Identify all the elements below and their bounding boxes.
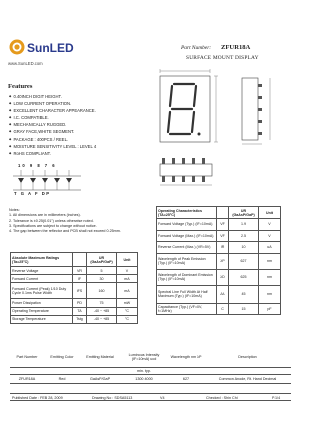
table-cell: °C	[117, 307, 138, 315]
sunled-logo	[8, 38, 74, 60]
table-row	[11, 267, 138, 275]
table-cell: TA	[73, 307, 87, 315]
notes-block	[9, 208, 139, 234]
part-number-label: Part Number:	[181, 45, 212, 51]
table-cell	[80, 367, 120, 374]
absolute-max-ratings-table	[10, 252, 138, 324]
table-header-row	[11, 253, 138, 267]
table-cell: min. typ.	[137, 368, 151, 373]
table-header-row	[157, 207, 281, 219]
table-cell: °C	[117, 315, 138, 323]
table-cell: pF	[259, 303, 281, 315]
table-cell: GaAsP/GaP	[89, 376, 111, 381]
features-list	[9, 93, 96, 157]
page-footer	[10, 393, 291, 401]
table-header-cell: Unit	[117, 253, 138, 267]
feature-item: ◆ GRAY FACE,WHITE SEGMENT.	[9, 128, 96, 135]
table-cell: V	[259, 230, 281, 242]
table-cell: 15	[229, 303, 259, 315]
table-cell: λP	[217, 253, 229, 269]
feature-item: ◆ 0.40INCH DIGIT HEIGHT.	[9, 93, 96, 100]
table-cell: VF	[217, 219, 229, 231]
feature-item: ◆ I.C. COMPATIBLE.	[9, 114, 96, 121]
table-row	[157, 242, 281, 254]
table-cell: 75	[87, 299, 117, 307]
table-cell: Forward Voltage (Max.) (IF=10mA)	[157, 230, 217, 242]
feature-item: ◆ RoHS COMPLIANT.	[9, 150, 96, 157]
table-cell: ZFUR18A	[18, 376, 36, 381]
table-cell: VR	[73, 267, 87, 275]
table-header-cell: Unit	[259, 207, 281, 219]
table-row	[11, 275, 138, 283]
table-cell: Δλ	[217, 285, 229, 303]
table-cell: 5	[87, 267, 117, 275]
pin-number-labels: 10 9 8 7 6	[18, 163, 57, 168]
package-front-view-drawing	[150, 68, 228, 150]
selection-guide-table	[10, 347, 291, 384]
table-cell: PD	[73, 299, 87, 307]
table-cell: 160	[87, 283, 117, 299]
table-cell: iFS	[73, 283, 87, 299]
table-row	[11, 307, 138, 315]
table-cell: 627	[229, 253, 259, 269]
table-cell: Storage Temperature	[11, 315, 73, 323]
table-cell: Operating Temperature	[11, 307, 73, 315]
table-header-cell: Wavelength nm λP	[170, 354, 202, 359]
feature-item: ◆ EXCELLENT CHARACTER APPEARANCE.	[9, 107, 96, 114]
table-cell	[168, 367, 204, 374]
table-cell: λD	[217, 269, 229, 285]
table-cell: nm	[259, 269, 281, 285]
table-header-cell: Emitting Material	[86, 354, 114, 359]
table-cell: IF	[73, 275, 87, 283]
operating-characteristics-table	[156, 206, 281, 315]
table-cell: 1300 4000	[135, 376, 153, 381]
table-cell: Common Anode, Rt. Hand Decimal	[218, 376, 277, 381]
table-cell: V	[117, 267, 138, 275]
table-cell: Power Dissipation	[11, 299, 73, 307]
table-header-cell	[73, 253, 87, 267]
table-header-cell: Emitting Color	[50, 354, 74, 359]
note-line: 3. Specifications are subject to change without notice.	[9, 223, 97, 228]
table-cell: V	[259, 219, 281, 231]
page-number: P.1/4	[272, 395, 281, 400]
table-cell: 2.5	[229, 230, 259, 242]
feature-item: ◆ MOISTURE SENSITIVITY LEVEL : LEVEL 4	[9, 143, 96, 150]
table-cell: mA	[117, 283, 138, 299]
table-cell: -40 ~ +85	[87, 315, 117, 323]
table-header-cell: Operating Characteristics (TA=25°C)	[157, 207, 217, 219]
table-cell	[44, 367, 80, 374]
logo-url: www.SunLED.com	[8, 61, 43, 66]
table-row	[157, 253, 281, 269]
feature-item: ◆ MECHANICALLY RUGGED.	[9, 121, 96, 128]
table-cell: 30	[87, 275, 117, 283]
table-row	[157, 269, 281, 285]
table-cell: Red	[58, 376, 66, 381]
feature-item: ◆ LOW CURRENT OPERATION.	[9, 100, 96, 107]
table-header-cell	[217, 207, 229, 219]
table-row	[157, 219, 281, 231]
table-cell: Reverse Current (Max.) (VR=5V)	[157, 242, 217, 254]
table-cell: 625	[229, 269, 259, 285]
table-row	[11, 283, 138, 299]
package-bottom-view-drawing	[150, 152, 230, 188]
table-cell: 627	[182, 376, 190, 381]
pin-connection-diagram	[10, 168, 84, 202]
table-header-cell: Absolute Maximum Ratings (Ta=25°C)	[11, 253, 73, 267]
note-line: 4. The gap between the reflector and PCB shall not exceed 0.25mm.	[9, 229, 121, 234]
table-cell: Forward Current (Peak) 1/10 Duty Cycle 0.1ms Pulse Width	[11, 283, 73, 299]
table-cell: mW	[117, 299, 138, 307]
table-cell: C	[217, 303, 229, 315]
version: V4	[160, 395, 165, 400]
features-title: Features	[8, 83, 33, 90]
table-cell: IR	[217, 242, 229, 254]
table-header-row	[10, 347, 291, 367]
feature-item: ◆ PACKAGE : 400PCS / REEL.	[9, 136, 96, 143]
table-row	[11, 299, 138, 307]
part-number: ZFUR18A	[221, 44, 251, 51]
notes-title: Notes:	[9, 208, 20, 212]
table-cell: Reverse Voltage	[11, 267, 73, 275]
table-row	[157, 303, 281, 315]
note-line: 2. Tolerance is ±0.25(0.01") unless otherwise noted.	[9, 218, 94, 223]
table-row	[11, 315, 138, 323]
table-cell: Capacitance (Typ.) (VF=0V, f=1MHz)	[157, 303, 217, 315]
table-row	[157, 230, 281, 242]
table-header-cell: Description	[238, 354, 257, 359]
table-cell: Wavelength of Peak Emission (Typ.) (IF=10mA)	[157, 253, 217, 269]
package-side-view-drawing	[234, 74, 284, 150]
table-row	[10, 374, 291, 383]
table-cell	[204, 367, 291, 374]
pin-letter-labels: T G A F DP	[14, 191, 51, 196]
table-cell: Forward Current	[11, 275, 73, 283]
table-cell: -40 ~ +85	[87, 307, 117, 315]
checked-by: Checked : Shin Chi	[206, 395, 238, 400]
table-cell: mA	[117, 275, 138, 283]
table-cell: 1.9	[229, 219, 259, 231]
logo-text: SunLED	[27, 41, 74, 55]
table-cell	[10, 367, 44, 374]
table-cell: Tstg	[73, 315, 87, 323]
table-cell: 45	[229, 285, 259, 303]
table-cell: Wavelength of Dominant Emission (Typ.) (IF=10mA)	[157, 269, 217, 285]
table-cell: VF	[217, 230, 229, 242]
table-cell: nm	[259, 285, 281, 303]
table-row	[157, 285, 281, 303]
page-subtitle: SURFACE MOUNT DISPLAY	[186, 55, 259, 61]
table-header-cell: UR (GaAsP/GaP)	[229, 207, 259, 219]
table-cell: Forward Voltage (Typ.) (IF=10mA)	[157, 219, 217, 231]
table-header-cell: UR (GaAsP/GaP)	[87, 253, 117, 267]
note-line: 1. All dimensions are in millimeters (inches).	[9, 213, 81, 218]
table-header-cell: Luminous Intensity (IF=10mA) ucd	[128, 352, 160, 361]
table-cell: uA	[259, 242, 281, 254]
table-cell: 10	[229, 242, 259, 254]
table-cell: nm	[259, 253, 281, 269]
table-subheader-row	[10, 367, 291, 374]
table-header-cell: Part Number	[16, 354, 38, 359]
published-date: Published Date : FEB 28, 2009	[12, 395, 63, 400]
drawing-number: Drawing No : SDSA5113	[92, 395, 133, 400]
table-cell: Spectral Line Full Width At Half Maximum (Typ.) (IF=10mA)	[157, 285, 217, 303]
